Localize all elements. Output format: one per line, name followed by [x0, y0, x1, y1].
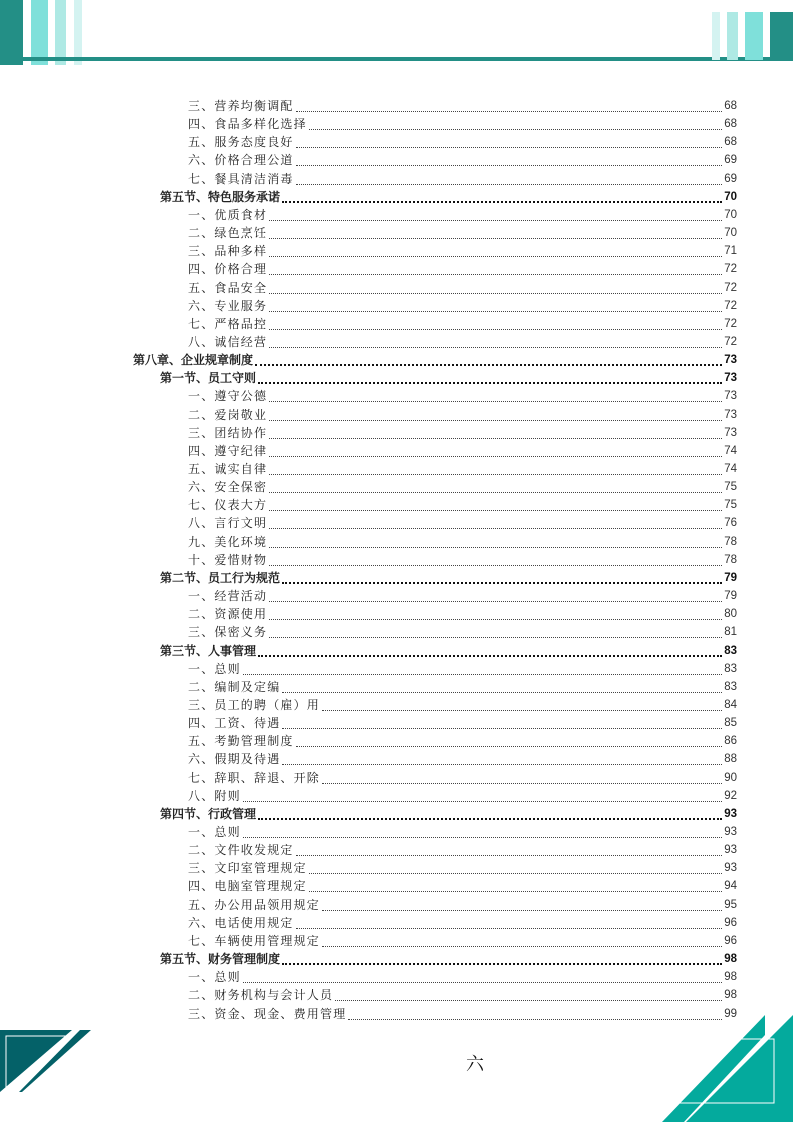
toc-subsection-entry[interactable]: [188, 96, 737, 114]
corner-decoration-right: [650, 1015, 793, 1122]
toc-leader-dots: [269, 387, 722, 402]
toc-subsection-entry[interactable]: [188, 223, 737, 241]
toc-entry-title: 一、总则: [188, 970, 241, 985]
toc-leader-dots: [309, 859, 722, 874]
toc-entry-page: 69: [724, 172, 737, 185]
toc-entry-page: 73: [724, 372, 737, 385]
toc-entry-page: 68: [724, 100, 737, 112]
toc-entry-page: 98: [724, 989, 737, 1002]
toc-entry-title: 第二节、员工行为规范: [160, 570, 281, 585]
toc-entry-title: 三、营养均衡调配: [188, 99, 294, 113]
toc-entry-page: 83: [724, 644, 737, 657]
toc-entry-title: 八、附则: [188, 788, 241, 803]
toc-subsection-entry[interactable]: [188, 114, 737, 132]
toc-leader-dots: [282, 750, 722, 765]
toc-leader-dots: [269, 587, 722, 602]
toc-entry-page: 73: [724, 426, 737, 439]
toc-entry-title: 第八章、企业规章制度: [133, 353, 254, 368]
toc-entry-page: 93: [724, 844, 737, 857]
toc-entry-title: 第三节、人事管理: [160, 643, 257, 658]
toc-entry-title: 三、保密义务: [188, 625, 268, 640]
toc-entry-page: 73: [724, 390, 737, 403]
toc-subsection-entry[interactable]: [188, 985, 737, 1003]
toc-subsection-entry[interactable]: [188, 477, 737, 495]
toc-entry-title: 二、绿色烹饪: [188, 226, 268, 241]
toc-leader-dots: [296, 151, 723, 166]
toc-entry-page: 69: [724, 154, 737, 167]
toc-leader-dots: [282, 187, 722, 203]
toc-leader-dots: [282, 949, 722, 965]
toc-leader-dots: [296, 841, 723, 856]
toc-subsection-entry[interactable]: [188, 876, 737, 894]
toc-entry-page: 81: [724, 626, 737, 639]
header-rule: [0, 57, 793, 61]
toc-subsection-entry[interactable]: [188, 386, 737, 404]
toc-subsection-entry[interactable]: [188, 241, 737, 259]
toc-subsection-entry[interactable]: [188, 205, 737, 223]
toc-section-entry[interactable]: [160, 368, 737, 386]
toc-leader-dots: [269, 206, 722, 221]
toc-entry-page: 93: [724, 807, 737, 820]
toc-entry-title: 七、仪表大方: [188, 498, 268, 513]
toc-entry-page: 93: [724, 826, 737, 838]
toc-subsection-entry[interactable]: [188, 278, 737, 296]
toc-entry-page: 92: [724, 789, 737, 802]
toc-leader-dots: [269, 551, 722, 566]
toc-entry-title: 七、严格品控: [188, 316, 268, 331]
toc-entry-title: 八、言行文明: [188, 516, 268, 531]
toc-subsection-entry[interactable]: [188, 532, 737, 550]
toc-entry-page: 98: [724, 953, 737, 966]
toc-entry-page: 72: [724, 335, 737, 348]
toc-leader-dots: [296, 133, 723, 148]
toc-entry-page: 79: [724, 590, 737, 603]
header-bar-left-dark: [0, 0, 23, 65]
toc-entry-title: 七、车辆使用管理规定: [188, 933, 321, 948]
toc-subsection-entry[interactable]: [188, 786, 737, 804]
toc-leader-dots: [269, 605, 722, 620]
toc-leader-dots: [309, 115, 722, 130]
toc-entry-title: 八、诚信经营: [188, 334, 268, 349]
toc-entry-page: 68: [724, 118, 737, 131]
toc-chapter-entry[interactable]: [133, 350, 737, 368]
toc-subsection-entry[interactable]: [188, 913, 737, 931]
header-bar-right-pale: [712, 12, 720, 60]
toc-entry-title: 二、爱岗敬业: [188, 407, 268, 422]
toc-subsection-entry[interactable]: [188, 749, 737, 767]
toc-entry-title: 三、文印室管理规定: [188, 861, 307, 876]
toc-entry-title: 第四节、行政管理: [160, 806, 257, 821]
header-bar-right-dark: [770, 12, 793, 60]
toc-leader-dots: [322, 896, 722, 911]
toc-entry-title: 二、财务机构与会计人员: [188, 988, 334, 1003]
toc-entry-title: 五、办公用品领用规定: [188, 897, 321, 912]
toc-entry-title: 六、假期及待遇: [188, 752, 281, 767]
toc-entry-page: 83: [724, 662, 737, 675]
toc-leader-dots: [282, 568, 722, 584]
toc-entry-page: 88: [724, 753, 737, 766]
toc-entry-title: 四、食品多样化选择: [188, 117, 307, 132]
toc-entry-title: 四、价格合理: [188, 262, 268, 277]
toc-subsection-entry[interactable]: [188, 622, 737, 640]
toc-leader-dots: [269, 496, 722, 511]
toc-subsection-entry[interactable]: [188, 967, 737, 985]
toc-entry-title: 一、经营活动: [188, 589, 268, 604]
toc-leader-dots: [322, 769, 722, 784]
toc-entry-title: 第一节、员工守则: [160, 371, 257, 386]
toc-leader-dots: [258, 804, 722, 820]
header-bar-right-light: [727, 12, 738, 60]
toc-subsection-entry[interactable]: [188, 259, 737, 277]
toc-entry-title: 三、品种多样: [188, 244, 268, 259]
toc-subsection-entry[interactable]: [188, 332, 737, 350]
toc-leader-dots: [243, 660, 722, 675]
toc-entry-page: 70: [724, 208, 737, 221]
toc-entry-page: 99: [724, 1007, 737, 1020]
toc-entry-page: 83: [724, 680, 737, 693]
toc-entry-title: 六、安全保密: [188, 480, 268, 495]
toc-subsection-entry[interactable]: [188, 840, 737, 858]
toc-entry-title: 三、资金、现金、费用管理: [188, 1006, 347, 1021]
toc-entry-page: 76: [724, 517, 737, 530]
toc-entry-page: 74: [724, 463, 737, 475]
toc-entry-page: 96: [724, 916, 737, 929]
toc-leader-dots: [243, 823, 722, 838]
toc-entry-page: 95: [724, 898, 737, 911]
toc-subsection-entry[interactable]: [188, 296, 737, 314]
toc-leader-dots: [309, 877, 722, 892]
toc-subsection-entry[interactable]: [188, 858, 737, 876]
toc-entry-title: 七、辞职、辞退、开除: [188, 770, 321, 785]
header-bar-left-mid: [31, 0, 48, 65]
toc-leader-dots: [269, 478, 722, 493]
toc-leader-dots: [335, 986, 722, 1001]
toc-entry-page: 71: [724, 245, 737, 258]
toc-entry-title: 五、服务态度良好: [188, 135, 294, 150]
toc-entry-title: 五、考勤管理制度: [188, 734, 294, 749]
toc-entry-page: 86: [724, 735, 737, 748]
page-number: 六: [466, 1054, 484, 1075]
toc-subsection-entry[interactable]: [188, 150, 737, 168]
toc-subsection-entry[interactable]: [188, 586, 737, 604]
toc-subsection-entry[interactable]: [188, 550, 737, 568]
toc-subsection-entry[interactable]: [188, 822, 737, 840]
toc-entry-page: 93: [724, 862, 737, 875]
toc-entry-title: 二、文件收发规定: [188, 843, 294, 858]
toc-entry-page: 84: [724, 698, 737, 711]
toc-subsection-entry[interactable]: [188, 405, 737, 423]
toc-entry-page: 78: [724, 553, 737, 566]
toc-leader-dots: [296, 732, 723, 747]
toc-leader-dots: [269, 297, 722, 312]
toc-subsection-entry[interactable]: [188, 895, 737, 913]
toc-entry-page: 72: [724, 263, 737, 276]
toc-entry-page: 72: [724, 299, 737, 312]
toc-subsection-entry[interactable]: [188, 169, 737, 187]
toc-entry-page: 94: [724, 880, 737, 893]
toc-entry-title: 六、价格合理公道: [188, 153, 294, 168]
toc-leader-dots: [269, 260, 722, 275]
toc-entry-title: 六、电话使用规定: [188, 915, 294, 930]
toc-entry-page: 72: [724, 281, 737, 294]
toc-subsection-entry[interactable]: [188, 731, 737, 749]
toc-leader-dots: [269, 333, 722, 348]
toc-entry-title: 五、诚实自律: [188, 462, 268, 476]
toc-leader-dots: [269, 533, 722, 548]
toc-entry-page: 85: [724, 717, 737, 730]
toc-entry-page: 68: [724, 136, 737, 149]
header-bar-right-mid: [745, 12, 763, 60]
toc-subsection-entry[interactable]: [188, 513, 737, 531]
toc-leader-dots: [243, 787, 722, 802]
toc-leader-dots: [269, 242, 722, 257]
toc-entry-title: 二、编制及定编: [188, 679, 281, 694]
toc-section-entry[interactable]: [160, 641, 737, 659]
toc-leader-dots: [296, 97, 723, 112]
toc-leader-dots: [269, 460, 722, 475]
toc-entry-title: 第五节、特色服务承诺: [160, 189, 281, 204]
toc-entry-title: 一、总则: [188, 661, 241, 676]
toc-subsection-entry[interactable]: [188, 495, 737, 513]
toc-section-entry[interactable]: [160, 949, 737, 967]
toc-subsection-entry[interactable]: [188, 604, 737, 622]
toc-entry-title: 一、遵守公德: [188, 389, 268, 404]
toc-leader-dots: [243, 968, 722, 983]
toc-entry-title: 四、工资、待遇: [188, 716, 281, 731]
toc-entry-page: 80: [724, 608, 737, 621]
toc-section-entry[interactable]: [160, 187, 737, 205]
toc-entry-page: 70: [724, 227, 737, 240]
toc-subsection-entry[interactable]: [188, 314, 737, 332]
toc-entry-title: 六、专业服务: [188, 298, 268, 313]
toc-entry-title: 九、美化环境: [188, 534, 268, 549]
toc-section-entry[interactable]: [160, 804, 737, 822]
toc-leader-dots: [269, 315, 722, 330]
toc-entry-title: 一、优质食材: [188, 207, 268, 222]
toc-entry-page: 90: [724, 771, 737, 784]
toc-subsection-entry[interactable]: [188, 768, 737, 786]
toc-subsection-entry[interactable]: [188, 132, 737, 150]
header-bar-left-pale: [74, 0, 82, 65]
toc-leader-dots: [296, 914, 723, 929]
toc-entry-title: 四、遵守纪律: [188, 443, 268, 458]
toc-entry-page: 73: [724, 408, 737, 421]
toc-entry-page: 75: [724, 481, 737, 494]
toc-entry-page: 96: [724, 934, 737, 947]
toc-subsection-entry[interactable]: [188, 713, 737, 731]
toc-subsection-entry[interactable]: [188, 931, 737, 949]
toc-leader-dots: [282, 714, 722, 729]
toc-subsection-entry[interactable]: [188, 677, 737, 695]
toc-leader-dots: [255, 350, 722, 366]
toc-subsection-entry[interactable]: [188, 695, 737, 713]
toc-entry-page: 79: [724, 571, 737, 584]
toc-entry-page: 78: [724, 535, 737, 548]
toc-entry-page: 73: [724, 354, 737, 367]
toc-entry-page: 72: [724, 317, 737, 330]
toc-entry-title: 十、爱惜财物: [188, 552, 268, 567]
toc-section-entry[interactable]: [160, 568, 737, 586]
toc-entry-title: 五、食品安全: [188, 280, 268, 295]
toc-entry-title: 第五节、财务管理制度: [160, 952, 281, 967]
corner-decoration-left: [0, 1030, 95, 1100]
toc-entry-page: 98: [724, 971, 737, 984]
toc-entry-title: 七、餐具清洁消毒: [188, 171, 294, 186]
toc-leader-dots: [269, 224, 722, 239]
toc-leader-dots: [269, 514, 722, 529]
toc-entry-title: 三、员工的聘（雇）用: [188, 697, 321, 712]
toc-leader-dots: [258, 368, 722, 384]
toc-subsection-entry[interactable]: [188, 659, 737, 677]
toc-subsection-entry[interactable]: [188, 459, 737, 477]
toc-entry-title: 二、资源使用: [188, 607, 268, 622]
toc-subsection-entry[interactable]: [188, 423, 737, 441]
toc-leader-dots: [269, 424, 722, 439]
toc-leader-dots: [322, 932, 722, 947]
toc-entry-title: 一、总则: [188, 825, 241, 839]
toc-entry-page: 74: [724, 444, 737, 457]
toc-leader-dots: [269, 406, 722, 421]
toc-entry-title: 三、团结协作: [188, 425, 268, 440]
toc-leader-dots: [269, 623, 722, 638]
toc-entry-page: 70: [724, 190, 737, 203]
toc-leader-dots: [269, 442, 722, 457]
toc-leader-dots: [322, 696, 722, 711]
toc-subsection-entry[interactable]: [188, 441, 737, 459]
toc-leader-dots: [296, 170, 723, 185]
toc-leader-dots: [258, 641, 722, 657]
toc-entry-title: 四、电脑室管理规定: [188, 879, 307, 894]
toc-entry-page: 75: [724, 499, 737, 512]
toc-leader-dots: [282, 678, 722, 693]
toc-leader-dots: [269, 279, 722, 294]
header-bar-left-light: [55, 0, 66, 65]
